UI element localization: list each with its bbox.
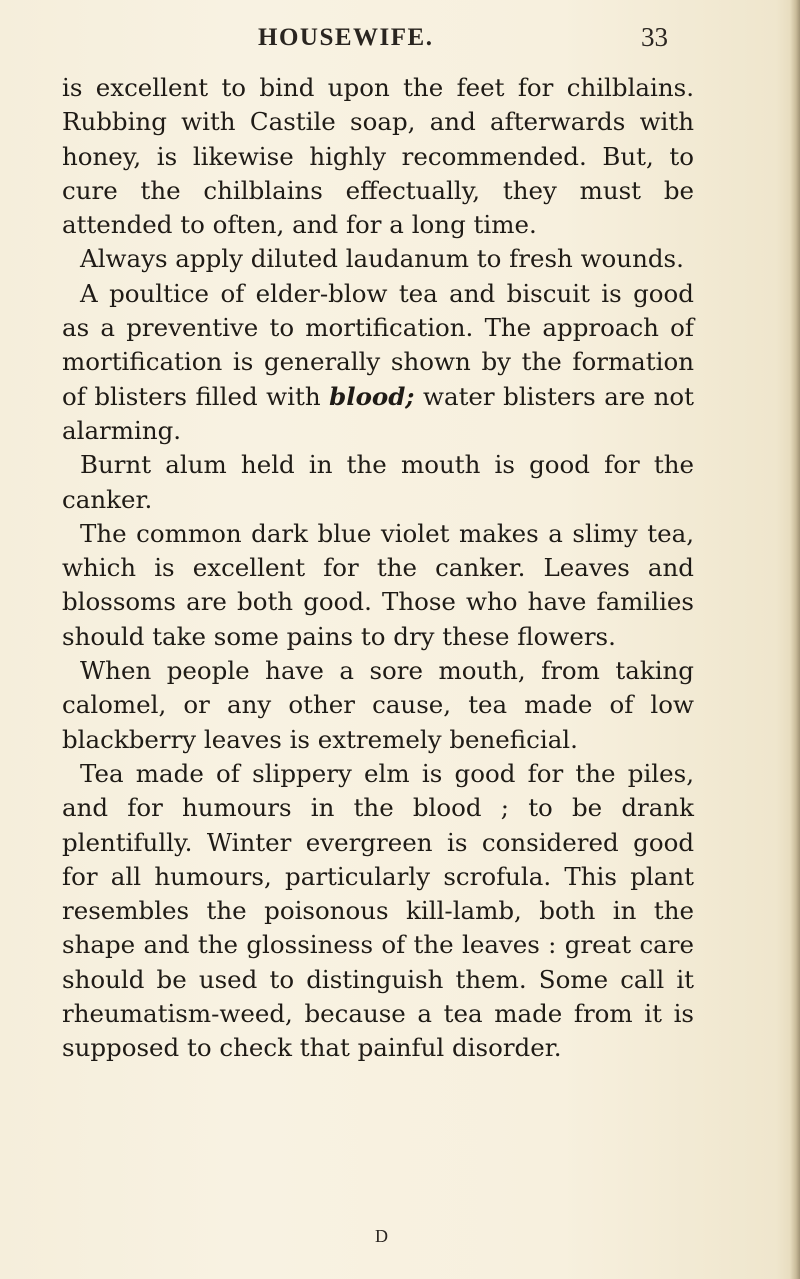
paragraph-chilblains: is excellent to bind upon the feet for chilblains. Rubbing with Castile soap, and afterwards with honey, is likewise highly recommended. But, to cure the chilblains effectually, they must be attended to often, and for a long time. <box>62 73 694 240</box>
signature-mark: D <box>375 1226 388 1246</box>
body-text <box>62 71 694 1066</box>
paragraph-laudanum: Always apply diluted laudanum to fresh wounds. <box>80 244 684 274</box>
running-title: HOUSEWIFE. <box>258 24 434 51</box>
paragraph-sore-mouth: When people have a sore mouth, from taking calomel, or any other cause, tea made of low blackberry leaves is extremely beneficial. <box>62 656 694 754</box>
paragraph-poultice-text-end: water blisters are not alarming. <box>62 381 694 445</box>
paragraph-slippery-elm: Tea made of slippery elm is good for the piles, and for humours in the blood ; to be drank plentifully. Winter evergreen is considered good for all humours, particularly scrofula. This plant resembles the poisonous kill-lamb, both in the shape and the glossiness of the leaves : great care should be used to distinguish them. Some call it rheumatism-weed, because a tea made from it is supposed to check that painful disorder. <box>62 758 694 1063</box>
paragraph-violet: The common dark blue violet makes a slimy tea, which is excellent for the canker. Leaves and blossoms are both good. Those who have families should take some pains to dry these flowers. <box>62 518 694 651</box>
emphasized-word-blood: blood; <box>329 381 415 411</box>
paragraph-poultice-text-start: A poultice of elder-blow tea and biscuit is good as a preventive to mortification. The approach of mortification is generally shown by the formation of blisters filled with <box>62 278 694 411</box>
page-number: 33 <box>641 22 668 52</box>
paragraph-burnt-alum: Burnt alum held in the mouth is good for the canker. <box>62 450 694 514</box>
page-edge-shadow <box>790 0 800 1279</box>
paragraph-poultice <box>62 277 694 448</box>
